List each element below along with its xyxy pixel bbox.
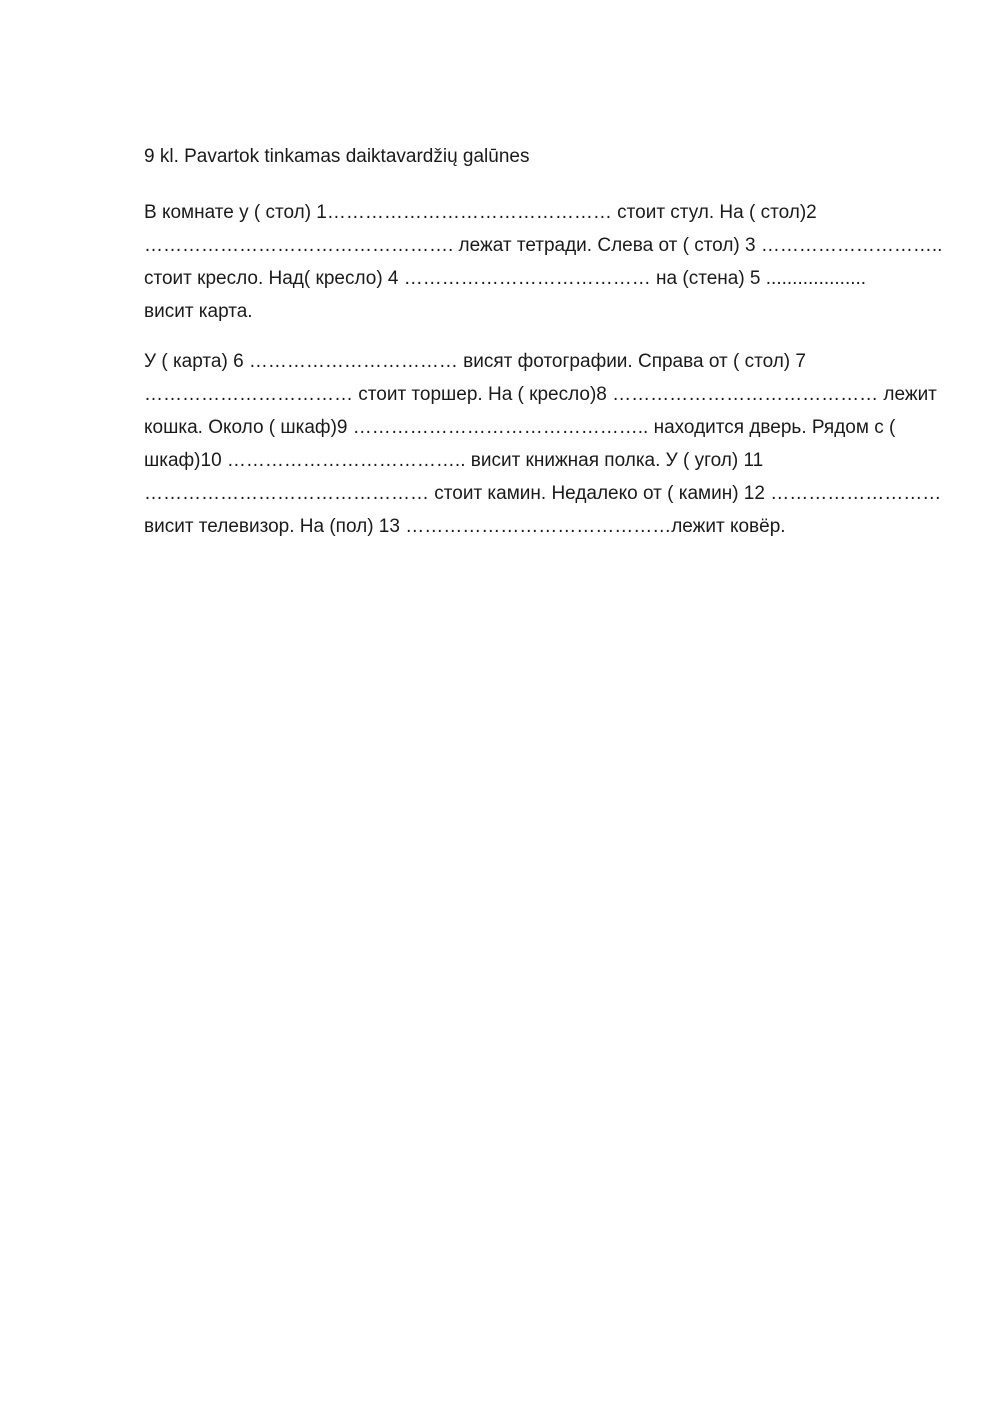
text-line: …………………………………………. лежат тетради. Слева от ( стол) 3 ……………………….. [144, 235, 943, 256]
text-line: стоит кресло. Над( кресло) 4 ………………………………… на (стена) 5 ................... [144, 268, 867, 289]
text-line: В комнате у ( стол) 1……………………………………… стоит стул. На ( стол)2 [144, 202, 817, 223]
text-line: висит телевизор. На (пол) 13 ……………………………………лежит ковёр. [144, 516, 786, 537]
text-line: У ( карта) 6 …………………………… висят фотографии. Справа от ( стол) 7 [144, 351, 806, 372]
exercise-title: 9 kl. Pavartok tinkamas daiktavardžių galūnes [144, 146, 530, 167]
paragraph-2 [144, 345, 964, 543]
text-line: ……………………………………… стоит камин. Недалеко от ( камин) 12 ……………………… [144, 483, 942, 504]
text-line: кошка. Около ( шкаф)9 ……………………………………….. находится дверь. Рядом с ( [144, 417, 896, 438]
text-line: …………………………… стоит торшер. На ( кресло)8 …………………………………… лежит [144, 384, 937, 405]
document-content [144, 143, 964, 560]
paragraph-1 [144, 196, 964, 328]
text-line: висит карта. [144, 301, 253, 322]
text-line: шкаф)10 ……………………………….. висит книжная полка. У ( угол) 11 [144, 450, 764, 471]
